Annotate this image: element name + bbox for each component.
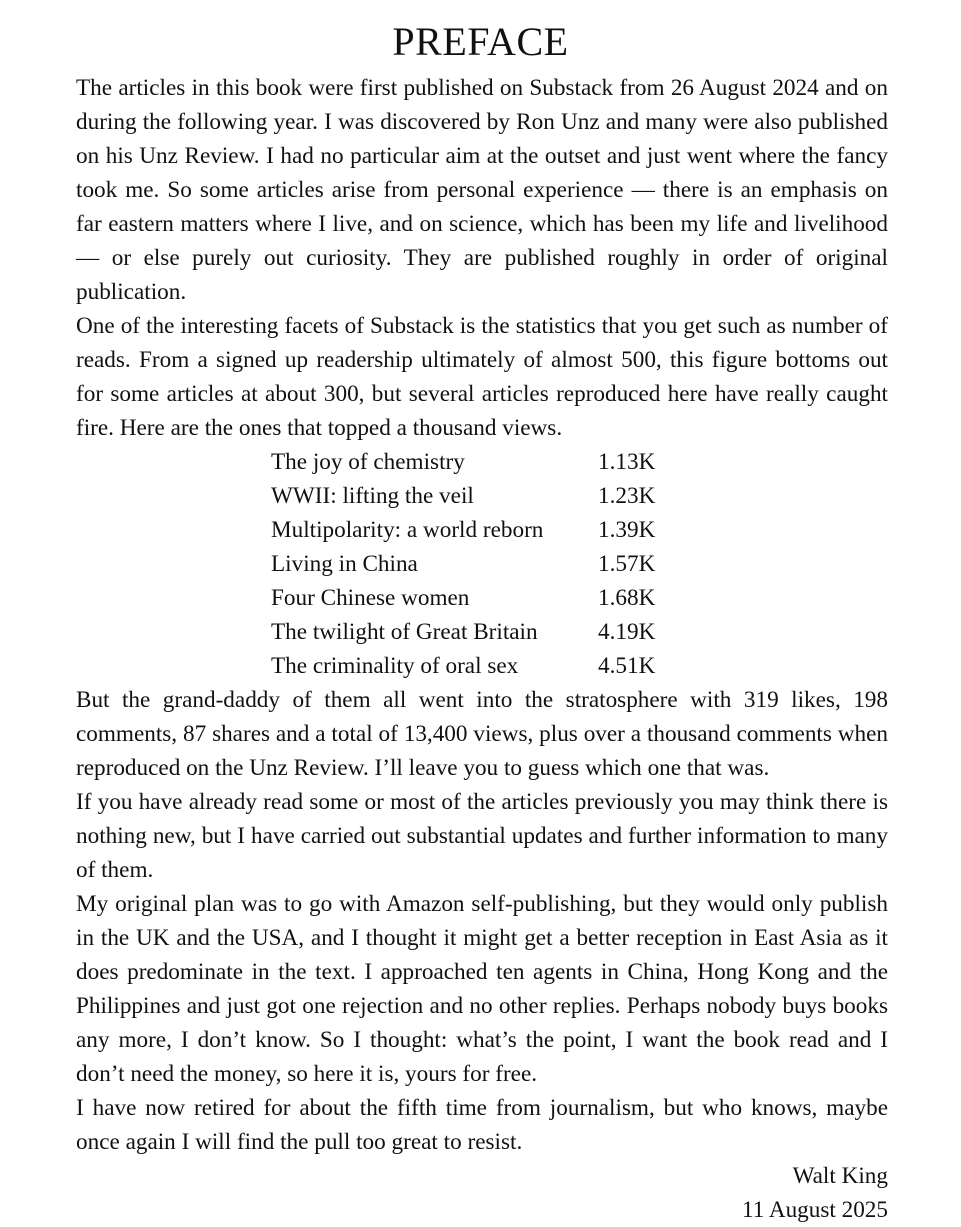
table-row — [271, 513, 718, 547]
paragraph: My original plan was to go with Amazon self-publishing, but they would only publish in the UK and the USA, and I thought it might get a better reception in East Asia as it does predominate in the text. I approached ten agents in China, Hong Kong and the Philippines and just got one rejection and no other replies. Perhaps nobody buys books any more, I don’t know. So I thought: what’s the point, I want the book read and I don’t need the money, so here it is, yours for free. — [76, 891, 888, 1087]
signature-date: 11 August 2025 — [741, 1197, 888, 1223]
document-body — [76, 71, 888, 1227]
article-title: Multipolarity: a world reborn — [271, 517, 544, 543]
paragraph: I have now retired for about the fifth time from journalism, but who knows, maybe once again I will find the pull too great to resist. — [76, 1095, 888, 1155]
paragraph: If you have already read some or most of the articles previously you may think there is nothing new, but I have carried out substantial updates and further information to many of them. — [76, 789, 888, 883]
page-title: PREFACE — [392, 19, 569, 64]
table-row — [271, 581, 718, 615]
table-row — [271, 615, 718, 649]
paragraph: But the grand-daddy of them all went into the stratosphere with 319 likes, 198 comments, 87 shares and a total of 13,400 views, plus over a thousand comments when reproduced on the Unz Review. I’ll leave you to guess which one that was. — [76, 687, 888, 781]
paragraph: One of the interesting facets of Substack is the statistics that you get such as number of reads. From a signed up readership ultimately of almost 500, this figure bottoms out for some articles at about 300, but several articles reproduced here have really caught fire. Here are the ones that topped a thousand views. — [76, 313, 888, 441]
article-views: 4.19K — [598, 619, 656, 645]
article-views: 4.51K — [598, 653, 656, 679]
article-title: Four Chinese women — [271, 585, 470, 611]
article-title: The joy of chemistry — [271, 449, 465, 475]
article-title: Living in China — [271, 551, 418, 577]
article-title: The twilight of Great Britain — [271, 619, 538, 645]
article-views: 1.57K — [598, 551, 656, 577]
paragraph: The articles in this book were first published on Substack from 26 August 2024 and on during the following year. I was discovered by Ron Unz and many were also published on his Unz Review. I had no particular aim at the outset and just went where the fancy took me. So some articles arise from personal experience — there is an emphasis on far eastern matters where I live, and on science, which has been my life and livelihood — or else purely out curiosity. They are published roughly in order of original publication. — [76, 75, 888, 305]
table-row — [271, 547, 718, 581]
article-views: 1.13K — [598, 449, 656, 475]
article-views: 1.68K — [598, 585, 656, 611]
author-name: Walt King — [792, 1163, 888, 1189]
article-title: The criminality of oral sex — [271, 653, 519, 679]
article-views: 1.39K — [598, 517, 656, 543]
article-title: WWII: lifting the veil — [271, 483, 474, 509]
table-row — [271, 445, 718, 479]
table-row — [271, 479, 718, 513]
table-row — [271, 649, 718, 683]
article-views: 1.23K — [598, 483, 656, 509]
top-articles-table — [271, 445, 718, 683]
